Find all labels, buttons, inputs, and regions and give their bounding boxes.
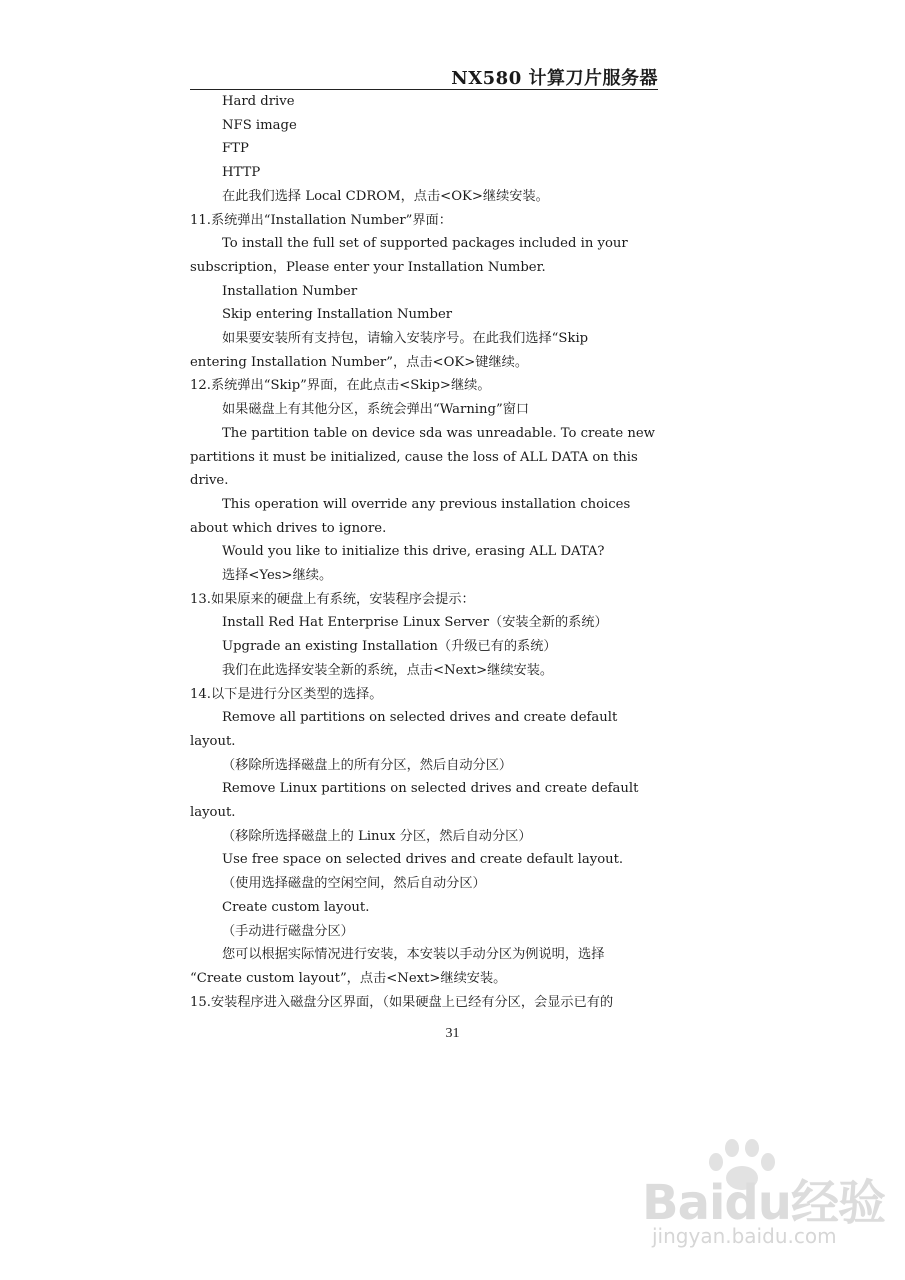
page-number: 31 (445, 1026, 460, 1041)
body-line: （移除所选择磁盘上的所有分区，然后自动分区） (222, 757, 513, 773)
body-line: Hard drive (222, 94, 295, 109)
body-line: NFS image (222, 117, 297, 133)
watermark-brand: Baidu经验 (642, 1175, 885, 1231)
body-line: （手动进行磁盘分区） (222, 923, 354, 939)
body-line: layout. (190, 733, 236, 749)
section-heading: 11.系统弹出“Installation Number”界面： (190, 212, 452, 228)
body-line: Skip entering Installation Number (222, 307, 453, 323)
body-line: 如果要安装所有支持包，请输入安装序号。在此我们选择“Skip (222, 331, 589, 346)
body-line: about which drives to ignore. (190, 520, 387, 536)
body-line: Would you like to initialize this drive, erasing ALL DATA? (222, 544, 605, 560)
body-line: 选择<Yes>继续。 (222, 568, 333, 583)
body-line: layout. (190, 805, 236, 820)
body-line: This operation will override any previous installation choices (222, 496, 631, 512)
body-line: “Create custom layout”，点击<Next>继续安装。 (190, 970, 507, 986)
body-line: drive. (190, 473, 229, 489)
baidu-watermark (622, 1136, 892, 1276)
body-line: Use free space on selected drives and create default layout. (222, 852, 624, 868)
watermark-url: jingyan.baidu.com (652, 1224, 837, 1248)
body-line: The partition table on device sda was unreadable. To create new (222, 425, 655, 441)
body-line: Create custom layout. (222, 899, 370, 915)
body-line: 如果磁盘上有其他分区，系统会弹出“Warning”窗口 (222, 402, 530, 418)
header-rule (190, 89, 658, 90)
section-heading: 15.安装程序进入磁盘分区界面，（如果硬盘上已经有分区，会显示已有的 (190, 994, 614, 1010)
section-heading: 14.以下是进行分区类型的选择。 (190, 686, 383, 702)
body-line: 在此我们选择 Local CDROM，点击<OK>继续安装。 (222, 188, 549, 204)
body-line: Upgrade an existing Installation（升级已有的系统） (222, 639, 557, 655)
body-line: Install Red Hat Enterprise Linux Server（安装全新的系统） (222, 615, 608, 631)
body-line: （使用选择磁盘的空闲空间，然后自动分区） (222, 876, 486, 892)
body-line: To install the full set of supported packages included in your (222, 236, 628, 252)
body-line: Installation Number (222, 283, 358, 299)
page-header-title: NX580 计算刀片服务器 (451, 68, 658, 89)
body-line: 您可以根据实际情况进行安装，本安装以手动分区为例说明，选择 (222, 947, 605, 963)
body-line: partitions it must be initialized, cause the loss of ALL DATA on this (190, 449, 638, 465)
body-line: HTTP (222, 165, 261, 181)
body-line: entering Installation Number”，点击<OK>键继续。 (190, 354, 529, 370)
section-heading: 12.系统弹出“Skip”界面，在此点击<Skip>继续。 (190, 378, 491, 394)
body-line: subscription，Please enter your Installation Number. (190, 259, 546, 275)
section-heading: 13.如果原来的硬盘上有系统，安装程序会提示： (190, 591, 475, 607)
body-line: 我们在此选择安装全新的系统，点击<Next>继续安装。 (222, 662, 554, 678)
body-line: Remove all partitions on selected drives and create default (222, 710, 618, 726)
body-line: Remove Linux partitions on selected drives and create default (222, 781, 639, 797)
body-line: （移除所选择磁盘上的 Linux 分区，然后自动分区） (222, 828, 532, 844)
body-line: FTP (222, 141, 249, 157)
